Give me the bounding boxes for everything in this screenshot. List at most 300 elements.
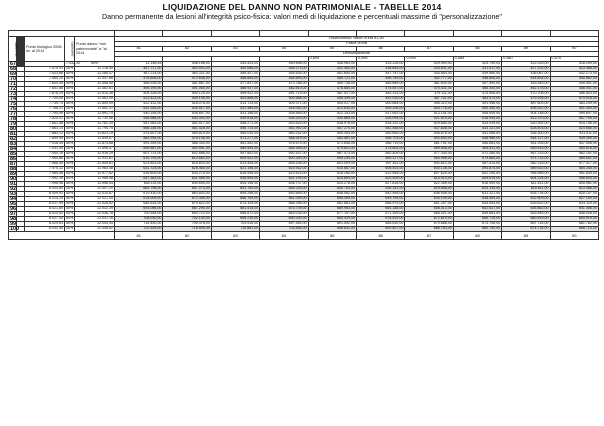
risarcimento-value: 487.517,00 <box>308 91 356 96</box>
risarcimento-value: 495.922,00 <box>502 106 550 111</box>
risarcimento-value: 443.854,00 <box>405 71 453 76</box>
risarcimento-value: 457.717,00 <box>115 66 163 71</box>
risarcimento-value: 629.658,00 <box>405 186 453 191</box>
risarcimento-value: 673.706,00 <box>453 221 501 226</box>
risarcimento-value: 623.615,00 <box>260 171 308 176</box>
risarcimento-value: 624.134,00 <box>453 186 501 191</box>
invalidita-points: 68 <box>10 65 17 72</box>
risarcimento-value: 687.290,00 <box>163 206 211 211</box>
risarcimento-value: 639.605,00 <box>115 171 163 176</box>
risarcimento-value: 642.495,00 <box>356 191 404 196</box>
risarcimento-value: 694.710,00 <box>163 211 211 216</box>
risarcimento-value: 670.430,00 <box>115 191 163 196</box>
aumento-value: 50% <box>66 125 74 130</box>
risarcimento-value: 696.230,00 <box>211 216 259 221</box>
risarcimento-value: 522.432,00 <box>115 101 163 106</box>
risarcimento-value: 652.637,00 <box>453 206 501 211</box>
demoltiplicatore-factor: 0,575 <box>550 56 598 61</box>
risarcimento-value: 651.750,00 <box>211 186 259 191</box>
risarcimento-value: 512.370,00 <box>502 116 550 121</box>
invalidita-points: 70 <box>10 75 17 82</box>
risarcimento-value: 678.519,00 <box>356 216 404 221</box>
invalidita-points: 74 <box>10 95 17 102</box>
risarcimento-value: 500.664,00 <box>356 101 404 106</box>
risarcimento-value: 565.030,00 <box>211 131 259 136</box>
punto-biologico-value: 8.029,63 <box>25 221 65 226</box>
risarcimento-value: 551.992,00 <box>260 126 308 131</box>
risarcimento-value: 526.655,00 <box>260 111 308 116</box>
punto-non-patrimoniale-value: 11.285,37 <box>75 71 115 76</box>
risarcimento-value: 613.088,00 <box>550 186 598 191</box>
risarcimento-value: 722.929,00 <box>115 226 163 231</box>
risarcimento-value: 539.818,00 <box>211 116 259 121</box>
risarcimento-value: 487.603,00 <box>502 101 550 106</box>
aumento-value: 50% <box>66 175 74 180</box>
risarcimento-value: 649.655,00 <box>163 181 211 186</box>
risarcimento-value: 622.359,00 <box>405 181 453 186</box>
punto-non-patrimoniale-value: 12.041,16 <box>75 216 115 221</box>
risarcimento-value: 690.330,00 <box>260 216 308 221</box>
risarcimento-value: 702.130,00 <box>163 216 211 221</box>
risarcimento-value: 596.965,00 <box>502 171 550 176</box>
risarcimento-value: 544.127,00 <box>502 136 550 141</box>
risarcimento-value: 561.791,00 <box>405 141 453 146</box>
punto-biologico-value: 7.479,03 <box>25 66 65 71</box>
risarcimento-value: 520.392,00 <box>502 121 550 126</box>
risarcimento-value: 609.619,00 <box>453 176 501 181</box>
risarcimento-value: 505.017,00 <box>308 101 356 106</box>
risarcimento-value: 474.557,00 <box>356 86 404 91</box>
invalidita-points: 89 <box>10 170 17 177</box>
risarcimento-value: 661.059,00 <box>260 196 308 201</box>
punto-biologico-value: 8.009,91 <box>25 191 65 196</box>
risarcimento-value: 444.433,00 <box>211 61 259 66</box>
invalidita-points: 73 <box>10 90 17 97</box>
risarcimento-value: 615.014,00 <box>405 176 453 181</box>
punto-biologico-value: 7.641,88 <box>25 86 65 91</box>
risarcimento-value: 526.917,00 <box>163 106 211 111</box>
aumento-value: 50% <box>66 110 74 115</box>
invalidita-points: 84 <box>10 145 17 152</box>
risarcimento-value: 495.190,00 <box>115 86 163 91</box>
risarcimento-value: 468.664,00 <box>211 76 259 81</box>
risarcimento-value: 491.719,00 <box>260 91 308 96</box>
invalidita-points: 88 <box>10 165 17 172</box>
risarcimento-value: 522.153,00 <box>308 111 356 116</box>
punto-non-patrimoniale-value: 11.988,58 <box>75 176 115 181</box>
risarcimento-value: 528.403,00 <box>502 126 550 131</box>
risarcimento-value: 646.226,00 <box>260 186 308 191</box>
risarcimento-value: 446.274,00 <box>260 66 308 71</box>
invalidita-points: 86 <box>10 155 17 162</box>
risarcimento-value: 620.147,00 <box>550 191 598 196</box>
risarcimento-value: 539.269,00 <box>550 136 598 141</box>
risarcimento-value: 463.321,00 <box>163 71 211 76</box>
invalidita-points: 94 <box>10 195 17 202</box>
invalidita-points: 90 <box>10 175 17 182</box>
risarcimento-value: 576.574,00 <box>260 141 308 146</box>
age-column-footer: 89 <box>502 231 550 239</box>
risarcimento-value: 513.151,00 <box>405 111 453 116</box>
risarcimento-value: 486.937,00 <box>211 86 259 91</box>
punto-biologico-value: 7.966,55 <box>25 161 65 166</box>
risarcimento-value: 584.598,00 <box>260 146 308 151</box>
aumento-value: 50% <box>66 100 74 105</box>
invalidita-points: 83 <box>10 140 17 147</box>
risarcimento-value: 550.665,00 <box>356 131 404 136</box>
risarcimento-value: 432.173,00 <box>550 71 598 76</box>
punto-non-patrimoniale-value: 11.730,56 <box>75 116 115 121</box>
aumento-value: 50% <box>75 61 115 66</box>
risarcimento-value: 598.830,00 <box>550 176 598 181</box>
risarcimento-value: 442.460,00 <box>308 66 356 71</box>
risarcimento-value: 577.017,00 <box>550 161 598 166</box>
punto-non-patrimoniale-value: 12.007,20 <box>75 186 115 191</box>
risarcimento-value: 662.796,00 <box>115 186 163 191</box>
risarcimento-value: 708.030,00 <box>115 216 163 221</box>
risarcimento-value: 481.887,00 <box>163 81 211 86</box>
punto-biologico-value: 7.841,56 <box>25 121 65 126</box>
risarcimento-value: 574.604,00 <box>356 146 404 151</box>
risarcimento-value: 507.795,00 <box>550 116 598 121</box>
risarcimento-value: 658.413,00 <box>405 206 453 211</box>
risarcimento-value: 518.062,00 <box>260 106 308 111</box>
risarcimento-value: 491.494,00 <box>550 106 598 111</box>
risarcimento-value: 540.158,00 <box>115 111 163 116</box>
demoltiplicatore-factor: 0,595 <box>356 56 404 61</box>
risarcimento-value: 542.558,00 <box>356 126 404 131</box>
punto-non-patrimoniale-value: 11.823,19 <box>75 131 115 136</box>
punto-biologico-value: 8.024,52 <box>25 211 65 216</box>
risarcimento-value: 633.278,00 <box>308 181 356 186</box>
risarcimento-value: 674.109,00 <box>211 201 259 206</box>
punto-biologico-value: 7.955,88 <box>25 156 65 161</box>
punto-non-patrimoniale-value: 12.044,44 <box>75 221 115 226</box>
punto-biologico-value: 7.916,44 <box>25 141 65 146</box>
risarcimento-value: 461.639,00 <box>405 81 453 86</box>
aumento-value: 50% <box>66 150 74 155</box>
risarcimento-value: 615.793,00 <box>115 156 163 161</box>
aumento-value: 50% <box>66 190 74 195</box>
liquidation-table <box>8 30 599 240</box>
risarcimento-header: Risarcimento: fasce di età 81-90 <box>115 37 599 42</box>
punto-biologico-value: 7.768,21 <box>25 106 65 111</box>
risarcimento-value: 509.206,00 <box>356 106 404 111</box>
risarcimento-value: 559.615,00 <box>502 146 550 151</box>
punto-non-patrimoniale-value: 12.036,78 <box>75 211 115 216</box>
risarcimento-value: 536.300,00 <box>502 131 550 136</box>
risarcimento-value: 613.406,00 <box>211 161 259 166</box>
risarcimento-value: 715.440,00 <box>115 221 163 226</box>
invalidita-points: 67 <box>10 60 17 67</box>
aumento-value: 50% <box>66 115 74 120</box>
punto-non-patrimoniale-value: 11.563,59 <box>75 96 115 101</box>
age-column-header: 84 <box>260 46 308 51</box>
punto-biologico-value: 7.820,01 <box>25 116 65 121</box>
risarcimento-value: 483.314,00 <box>356 91 404 96</box>
risarcimento-value: 587.473,00 <box>308 151 356 156</box>
risarcimento-value: 429.494,00 <box>405 61 453 66</box>
risarcimento-value: 627.159,00 <box>550 196 598 201</box>
invalidita-points: 72 <box>10 85 17 92</box>
risarcimento-value: 535.657,00 <box>163 111 211 116</box>
invalidita-points: 79 <box>10 120 17 127</box>
age-column-footer: 90 <box>550 231 598 239</box>
risarcimento-value: 595.259,00 <box>308 156 356 161</box>
punto-non-patrimoniale-value: 11.874,68 <box>75 141 115 146</box>
age-column-footer: 88 <box>453 231 501 239</box>
risarcimento-value: 578.136,00 <box>163 136 211 141</box>
risarcimento-value: 610.663,00 <box>163 156 211 161</box>
risarcimento-value: 555.454,00 <box>308 131 356 136</box>
risarcimento-value: 631.725,00 <box>115 166 163 171</box>
risarcimento-value: 634.275,00 <box>163 171 211 176</box>
aumento-value: 50% <box>66 95 74 100</box>
risarcimento-value: 487.752,00 <box>405 96 453 101</box>
invalidita-header: Invalidità <box>9 37 17 62</box>
risarcimento-value: 551.935,00 <box>502 141 550 146</box>
risarcimento-value: 568.419,00 <box>260 136 308 141</box>
risarcimento-value: 531.345,00 <box>115 106 163 111</box>
risarcimento-value: 620.409,00 <box>356 176 404 181</box>
aumento-value: 50% <box>66 135 74 140</box>
risarcimento-value: 447.747,00 <box>356 71 404 76</box>
punto-non-patrimoniale-value: 11.406,08 <box>75 81 115 86</box>
risarcimento-value: 666.719,00 <box>453 216 501 221</box>
risarcimento-value: 697.554,00 <box>260 221 308 226</box>
aumento-value: 50% <box>66 205 74 210</box>
risarcimento-value: 547.006,00 <box>550 141 598 146</box>
risarcimento-value: 504.328,00 <box>115 91 163 96</box>
risarcimento-value: 543.624,00 <box>260 121 308 126</box>
risarcimento-value: 513.423,00 <box>115 96 163 101</box>
risarcimento-value: 645.544,00 <box>453 201 501 206</box>
risarcimento-value: 444.834,00 <box>502 76 550 81</box>
risarcimento-value: 466.503,00 <box>550 91 598 96</box>
risarcimento-value: 591.635,00 <box>550 171 598 176</box>
risarcimento-value: 459.427,00 <box>211 71 259 76</box>
punto-biologico-value: 7.523,86 <box>25 71 65 76</box>
demoltiplicatore-factor: 0,580 <box>502 56 550 61</box>
risarcimento-value: 704.856,00 <box>260 226 308 231</box>
risarcimento-value: 422.025,00 <box>502 61 550 66</box>
risarcimento-value: 679.822,00 <box>163 201 211 206</box>
punto-non-patrimoniale-value: 11.896,57 <box>75 146 115 151</box>
risarcimento-value: 618.285,00 <box>308 171 356 176</box>
punto-non-patrimoniale-value: 11.977,62 <box>75 171 115 176</box>
age-column-header: 83 <box>211 46 259 51</box>
risarcimento-value: 521.519,00 <box>405 116 453 121</box>
risarcimento-value: 644.109,00 <box>405 196 453 201</box>
risarcimento-value: 600.390,00 <box>260 156 308 161</box>
risarcimento-value: 449.491,00 <box>550 81 598 86</box>
risarcimento-value: 638.459,00 <box>453 196 501 201</box>
risarcimento-value: 594.591,00 <box>163 146 211 151</box>
risarcimento-value: 533.121,00 <box>453 126 501 131</box>
risarcimento-value: 678.009,00 <box>115 196 163 201</box>
risarcimento-value: 464.693,00 <box>260 76 308 81</box>
risarcimento-value: 641.989,00 <box>163 176 211 181</box>
risarcimento-value: 476.608,00 <box>115 76 163 81</box>
risarcimento-value: 472.636,00 <box>163 76 211 81</box>
risarcimento-value: 659.256,00 <box>211 191 259 196</box>
risarcimento-value: 439.960,00 <box>453 71 501 76</box>
risarcimento-value: 659.683,00 <box>453 211 501 216</box>
invalidita-points: 75 <box>10 100 17 107</box>
risarcimento-value: 638.737,00 <box>260 181 308 186</box>
risarcimento-value: 466.304,00 <box>453 86 501 91</box>
risarcimento-value: 655.409,00 <box>308 196 356 201</box>
risarcimento-value: 669.964,00 <box>308 206 356 211</box>
risarcimento-value: 579.601,00 <box>308 146 356 151</box>
risarcimento-value: 469.738,00 <box>308 81 356 86</box>
risarcimento-value: 685.630,00 <box>356 221 404 226</box>
punto-non-patrimoniale-value: 11.849,67 <box>75 136 115 141</box>
risarcimento-value: 581.502,00 <box>211 141 259 146</box>
risarcimento-value: 495.922,00 <box>211 91 259 96</box>
risarcimento-value: 602.666,00 <box>163 151 211 156</box>
risarcimento-value: 625.804,00 <box>308 176 356 181</box>
risarcimento-value: 677.197,00 <box>308 211 356 216</box>
risarcimento-value: 592.537,00 <box>260 151 308 156</box>
punto-biologico-value: 7.863,14 <box>25 126 65 131</box>
invalidita-points: 95 <box>10 200 17 207</box>
risarcimento-value: 548.271,00 <box>211 121 259 126</box>
risarcimento-value: 654.919,00 <box>550 216 598 221</box>
aumento-value: 50% <box>66 195 74 200</box>
risarcimento-value: 553.844,00 <box>405 136 453 141</box>
risarcimento-value: 610.667,00 <box>308 166 356 171</box>
punto-biologico-value: 7.709,06 <box>25 96 65 101</box>
risarcimento-value: 607.625,00 <box>405 171 453 176</box>
risarcimento-value: 556.710,00 <box>211 126 259 131</box>
risarcimento-value: 517.652,00 <box>356 111 404 116</box>
risarcimento-value: 625.734,00 <box>502 191 550 196</box>
invalidita-points: 98 <box>10 215 17 222</box>
risarcimento-value: 470.706,00 <box>502 91 550 96</box>
risarcimento-value: 653.845,00 <box>502 211 550 216</box>
risarcimento-value: 615.932,00 <box>260 166 308 171</box>
risarcimento-value: 584.345,00 <box>550 166 598 171</box>
age-column-header: 90 <box>550 46 598 51</box>
risarcimento-value: 631.321,00 <box>453 191 501 196</box>
invalidita-points: 91 <box>10 180 17 187</box>
aumento-value: 50% <box>66 165 74 170</box>
risarcimento-value: 483.249,00 <box>550 101 598 106</box>
risarcimento-value: 683.034,00 <box>260 211 308 216</box>
risarcimento-value: 672.359,00 <box>163 196 211 201</box>
risarcimento-value: 668.710,00 <box>550 226 598 231</box>
age-column-footer: 87 <box>405 231 453 239</box>
risarcimento-value: 562.151,00 <box>550 151 598 156</box>
risarcimento-value: 448.806,00 <box>453 76 501 81</box>
risarcimento-value: 483.473,00 <box>453 96 501 101</box>
punto-biologico-value: 7.985,08 <box>25 171 65 176</box>
risarcimento-value: 607.731,00 <box>115 151 163 156</box>
risarcimento-value: 470.431,00 <box>405 86 453 91</box>
aumento-value: 50% <box>66 220 74 225</box>
age-column-header: 82 <box>163 46 211 51</box>
risarcimento-value: 667.744,00 <box>502 221 550 226</box>
punto-biologico-value: 8.027,44 <box>25 216 65 221</box>
page-subtitle: Danno permanente da lesioni all'integrità psico-fisica: valori medi di liquidazione e percentuali massime di "personalizzazione" <box>101 12 502 21</box>
punto-non-patrimoniale-value: 11.916,29 <box>75 151 115 156</box>
risarcimento-value: 648.008,00 <box>550 211 598 216</box>
punto-non-patrimoniale-value: 11.609,59 <box>75 101 115 106</box>
risarcimento-value: 597.602,00 <box>211 151 259 156</box>
aumento-value: 50% <box>66 65 74 70</box>
age-column-footer: 86 <box>356 231 404 239</box>
risarcimento-value: 496.309,00 <box>308 96 356 101</box>
risarcimento-value: 603.009,00 <box>308 161 356 166</box>
demoltiplicatore-factor: 0,600 <box>308 56 356 61</box>
age-column-footer: 83 <box>211 231 259 239</box>
risarcimento-value: 504.866,00 <box>211 96 259 101</box>
risarcimento-value: 599.587,00 <box>115 146 163 151</box>
risarcimento-value: 582.994,00 <box>115 136 163 141</box>
risarcimento-value: 653.669,00 <box>260 191 308 196</box>
punto-non-patrimoniale-value: 12.048,82 <box>75 226 115 231</box>
risarcimento-value: 554.618,00 <box>550 146 598 151</box>
risarcimento-value: 525.039,00 <box>453 121 501 126</box>
punto-biologico-value: 7.739,73 <box>25 101 65 106</box>
risarcimento-value: 640.704,00 <box>308 186 356 191</box>
punto-biologico-value: 7.676,29 <box>25 91 65 96</box>
risarcimento-value: 438.645,00 <box>356 66 404 71</box>
risarcimento-value: 534.332,00 <box>356 121 404 126</box>
risarcimento-value: 661.782,00 <box>550 221 598 226</box>
risarcimento-value: 462.178,00 <box>502 86 550 91</box>
risarcimento-value: 452.777,00 <box>405 76 453 81</box>
risarcimento-value: 453.903,00 <box>163 66 211 71</box>
risarcimento-value: 597.811,00 <box>356 161 404 166</box>
risarcimento-value: 675.739,00 <box>260 206 308 211</box>
age-column-footer: 81 <box>115 231 163 239</box>
risarcimento-value: 628.945,00 <box>211 171 259 176</box>
risarcimento-value: 509.145,00 <box>163 96 211 101</box>
punto-biologico-value: 7.998,96 <box>25 181 65 186</box>
risarcimento-value: 566.146,00 <box>115 126 163 131</box>
risarcimento-value: 644.196,00 <box>211 181 259 186</box>
punto-non-patrimoniale-value: 11.218,55 <box>75 66 115 71</box>
risarcimento-value: 611.441,00 <box>502 181 550 186</box>
punto-biologico-value: 7.883,12 <box>25 131 65 136</box>
risarcimento-value: 623.803,00 <box>115 161 163 166</box>
demoltiplicatore-header: Demoltiplicatore <box>115 51 599 56</box>
aumento-value: 50% <box>66 200 74 205</box>
risarcimento-value: 508.649,00 <box>453 111 501 116</box>
risarcimento-value: 664.188,00 <box>356 206 404 211</box>
risarcimento-value: 500.350,00 <box>453 106 501 111</box>
aumento-value: 50% <box>66 85 74 90</box>
risarcimento-value: 574.607,00 <box>115 131 163 136</box>
risarcimento-value: 698.832,00 <box>308 226 356 231</box>
punto-biologico-value: 8.021,60 <box>25 206 65 211</box>
risarcimento-value: 681.515,00 <box>211 206 259 211</box>
aumento-value: 50% <box>66 105 74 110</box>
invalidita-points: 80 <box>10 125 17 132</box>
risarcimento-value: 467.214,00 <box>115 71 163 76</box>
risarcimento-value: 582.216,00 <box>502 161 550 166</box>
risarcimento-value: 567.215,00 <box>502 151 550 156</box>
punto-biologico-value: 7.931,05 <box>25 146 65 151</box>
risarcimento-value: 431.017,00 <box>453 66 501 71</box>
punto-non-patrimoniale-value: 11.949,81 <box>75 161 115 166</box>
punto-biologico-value: 7.944,19 <box>25 151 65 156</box>
risarcimento-value: 548.986,00 <box>453 136 501 141</box>
risarcimento-value: 499.647,00 <box>550 111 598 116</box>
risarcimento-value: 531.156,00 <box>211 111 259 116</box>
